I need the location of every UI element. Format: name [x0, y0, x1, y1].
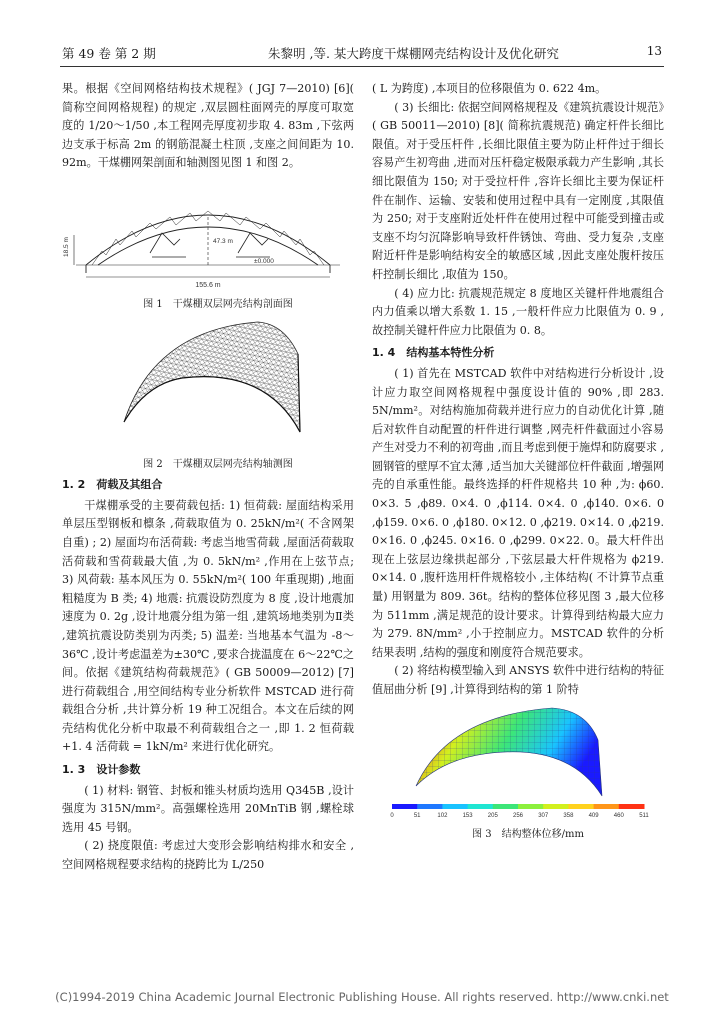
paragraph: ( L 为跨度) ,本项目的位移限值为 0. 622 4m。 — [372, 82, 607, 95]
legend-tick-label: 511 — [639, 812, 649, 819]
dim-span-label: 155.6 m — [195, 281, 221, 289]
copyright-footer: (C)1994-2019 China Academic Journal Electronic Publishing House. All rights reserved. http://www.cnki.net — [55, 990, 669, 1004]
journal-issue: 第 49 卷 第 2 期 — [62, 46, 156, 61]
section-heading-1-4: 1. 4 结构基本特性分析 — [372, 346, 495, 360]
paragraph: ( 2) 将结构模型输入到 ANSYS 软件中进行结构的特征值屈曲分析 [9] ,计算得到结构的第 1 阶特 — [372, 664, 664, 696]
paragraph: ( 1) 首先在 MSTCAD 软件中对结构进行分析设计 ,设计应力取空间网格规程中强度设计值的 90% ,即 283. 5N/mm²。对结构施加荷载并进行应力的自动优化计算 ,随后对软件自动配置的杆件进行调整 ,网壳杆件截面过小容易产生对受力不利的初弯曲 ,而且考虑到便于施焊和防腐要求 ,圆钢管的壁厚不宜太薄 ,适当加大关键部位杆件截面 ,增强网壳的自承重性能。最终选择的杆件规格共 10 种 ,为: ϕ60. 0×3. 5 ,ϕ89. 0×4. 0 ,ϕ114. 0×4. 0 ,ϕ140. 0×6. 0 ,ϕ159. 0×6. 0 ,ϕ180. 0×12. 0 ,ϕ219. 0×14. 0 ,ϕ219. 0×16. 0 ,ϕ245. 0×16. 0 ,ϕ299. 0×22. 0。最大杆件出现在上弦层边缘拱起部分 ,下弦层最大杆件规格为 ϕ219. 0×14. 0 ,腹杆选用杆件规格较小 ,主体结构( 不计算节点重量) 用钢量为 809. 36t。结构的整体位移见图 3 ,最大位移为 511mm ,满足规范的设计要求。计算得到结构最大应力为 279. 8N/mm² ,小于控制应力。MSTCAD 软件的分析结果表明 ,结构的强度和刚度符合规范要求。 — [372, 366, 664, 659]
dim-height-label: 47.3 m — [213, 237, 233, 245]
legend-tick-label: 0 — [390, 812, 394, 819]
stacker-left — [150, 233, 186, 257]
legend-swatch — [392, 804, 418, 809]
legend-tick-label: 460 — [613, 812, 624, 819]
running-header — [62, 44, 662, 62]
legend-swatch — [442, 804, 468, 809]
legend-tick-label: 205 — [487, 812, 498, 819]
paragraph: 干煤棚承受的主要荷载包括: 1) 恒荷载: 屋面结构采用单层压型钢板和檩条 ,荷载取值为 0. 25kN/m²( 不含网架自重) ; 2) 屋面均布活荷载: 考虑当地雪荷载 ,屋面活荷载取活荷载和雪荷载最大值 ,为 0. 5kN/m² ,作用在上弦节点; 3) 风荷载: 基本风压为 0. 55kN/m²( 100 年重现期) ,地面粗糙度为 B 类; 4) 地震: 抗震设防烈度为 8 度 ,设计地震加速度为 0. 2g ,设计地震分组为第一组 ,建筑场地类别为Ⅱ类 ,建筑抗震设防类别为丙类; 5) 温差: 当地基本气温为 -8～36℃ ,设计考虑温差为±30℃ ,要求合拢温度在 6～22℃之间。依据《建筑结构荷载规范》( GB 50009—2012) [7] 进行荷载组合 ,用空间结构专业分析软件 MSTCAD 进行荷载组合分析 ,共计算分析 19 种工况组合。本文在后续的网壳结构优化分析中取最不利荷载组合之一 ,即 1. 2 恒荷载+1. 4 活荷载 = 1kN/m² 来进行优化研究。 — [62, 498, 354, 754]
elevation-label: ±0.000 — [254, 257, 274, 265]
legend-swatch — [568, 804, 594, 809]
figure-2 — [62, 312, 354, 473]
legend-tick-label: 358 — [563, 812, 574, 819]
header-rule — [60, 66, 664, 67]
legend-tick-label: 307 — [538, 812, 549, 819]
paragraph: ( 1) 材料: 钢管、封板和锥头材质均选用 Q345B ,设计强度为 315N/mm²。高强螺栓选用 20MnTiB 钢 ,螺栓球选用 45 号钢。 — [62, 783, 354, 834]
legend-swatch — [594, 804, 620, 809]
legend-swatch — [417, 804, 443, 809]
page-number: 13 — [646, 44, 662, 58]
section-heading-1-3: 1. 3 设计参数 — [62, 763, 141, 777]
figure-3-caption: 图 3 结构整体位移/mm — [472, 829, 584, 841]
legend-swatch — [493, 804, 519, 809]
section-drawing — [62, 173, 354, 291]
legend-tick-label: 256 — [512, 812, 524, 819]
figure-1-caption: 图 1 干煤棚双层网壳结构剖面图 — [143, 298, 293, 310]
stacker-right — [236, 233, 270, 257]
color-legend — [392, 804, 645, 809]
legend-tick-label: 102 — [437, 812, 448, 819]
paragraph: ( 3) 长细比: 依据空间网格规程及《建筑抗震设计规范》( GB 50011—2010) [8]( 简称抗震规范) 确定杆件长细比限值。对于受压杆件 ,长细比限值主要为防止杆件过于细长容易产生初弯曲 ,进而对压杆稳定极限承载力产生影响 ,其长细比限值为 150; 对于受拉杆件 ,容许长细比主要为保证杆件在制作、运输、安装和使用过程中具有一定刚度 ,其限值为 250; 对于支座附近处杆件在使用过程中可能受到撞击或支座不均匀沉降影响导致杆件锈蚀、弯曲、受力复杂 ,支座附近杆件是影响结构安全的敏感区域 ,因此支座处腹杆按压杆控制长细比 ,取值为 150。 — [372, 100, 664, 281]
section-heading-1-2: 1. 2 荷载及其组合 — [62, 478, 163, 492]
legend-ticks — [390, 813, 649, 819]
paragraph: ( 4) 应力比: 抗震规范规定 8 度地区关键杆件地震组合内力值乘以增大系数 1. 15 ,一般杆件应力比限值为 0. 9 ,故控制关键杆件应力比限值为 0. 8。 — [372, 286, 664, 337]
paragraph: 果。根据《空间网格结构技术规程》( JGJ 7—2010) [6]( 简称空间网格规程) 的规定 ,双层圆柱面网壳的厚度可取宽度的 1/20～1/50 ,本工程网壳厚度初步取 4. 83m ,下弦两边支承于标高 2m 的钢筋混凝土柱顶 ,支座之间间距为 10. 92m。干煤棚网架剖面和轴测图见图 1 和图 2。 — [62, 82, 354, 170]
dim-side-label: 18.5 m — [63, 237, 70, 257]
article-running-title: 朱黎明 ,等. 某大跨度干煤棚网壳结构设计及优化研究 — [268, 46, 559, 61]
figure-2-caption: 图 2 干煤棚双层网壳结构轴测图 — [143, 459, 293, 471]
legend-swatch — [543, 804, 569, 809]
paragraph: ( 2) 挠度限值: 考虑过大变形会影响结构排水和安全 ,空间网格规程要求结构的挠跨比为 L/250 — [62, 839, 354, 872]
legend-tick-label: 409 — [588, 812, 599, 819]
legend-tick-label: 51 — [413, 812, 421, 819]
right-column — [372, 80, 664, 842]
figure-1 — [62, 173, 354, 312]
legend-swatch — [468, 804, 494, 809]
legend-tick-label: 153 — [462, 812, 473, 819]
left-column — [62, 80, 354, 875]
axonometric-drawing — [62, 312, 354, 452]
displacement-contour — [372, 700, 664, 822]
legend-swatch — [619, 804, 645, 809]
figure-3 — [372, 700, 664, 843]
legend-swatch — [518, 804, 544, 809]
